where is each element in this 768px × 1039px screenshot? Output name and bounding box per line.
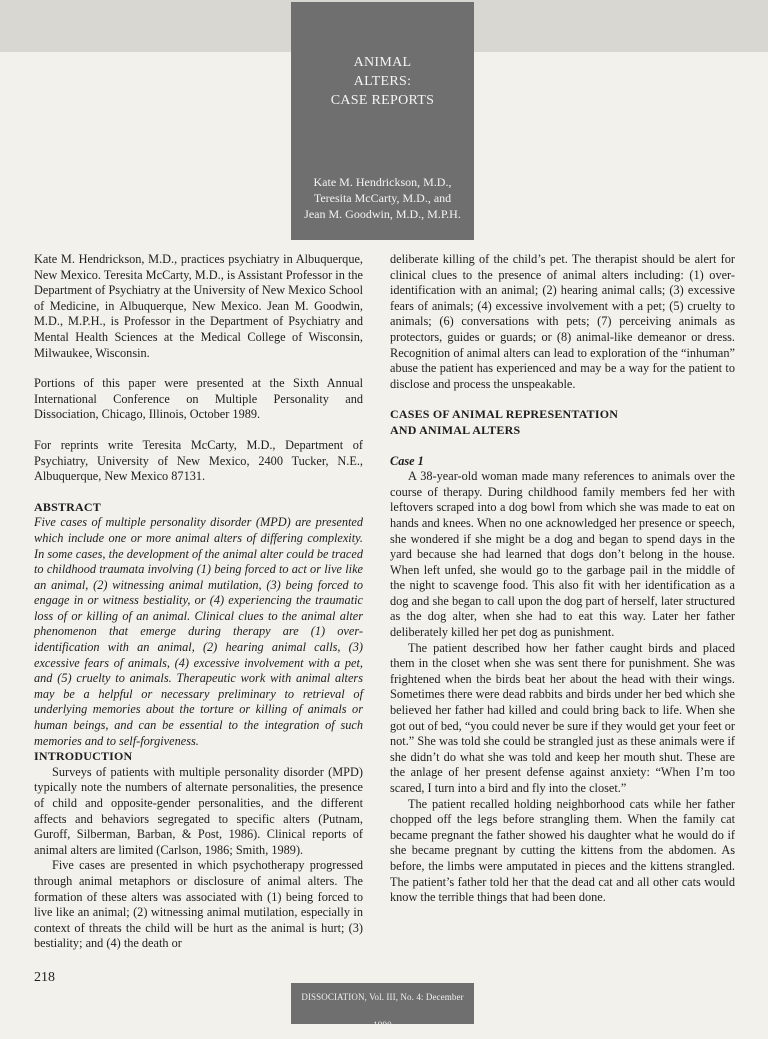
article-title [291,53,474,110]
title-box [291,2,474,240]
presentation-note: Portions of this paper were presented at the Sixth Annual International Conference on Multiple Personality and Dissociation, Chicago, Illinois, October 1989. [34,376,363,422]
abstract-text: Five cases of multiple personality disorder (MPD) are presented which include one or more animal alters of differing complexity. In some cases, the development of the animal alter could be traced to childhood traumata involving (1) being forced to act or live like an animal, (2) witnessing animal mutilation, (3) being forced to engage in or witness bestiality, or (4) experiencing the traumatic loss of or killing of an animal. Clinical clues to the animal alter phenomenon that emerge during therapy are (1) over-identification with an animal, (2) hearing animal calls, (3) excessive fears of animals, (4) excessive involvement with a pet, and (5) cruelty to animals. Therapeutic work with animal alters may be a helpful or necessary preliminary to retrieval of underlying memories about the torture or killing of animals or human beings, and can be essential to the integration of such memories and to self-forgiveness. [34,515,363,748]
cases-heading [390,407,735,438]
introduction-heading: INTRODUCTION [34,749,133,764]
title-line: ALTERS: [353,74,412,89]
case-1-paragraph: The patient described how her father caught birds and placed them in the closet when she was sent there for punishment. She was frightened when the birds beat her about the head with their wings. Sometimes there were dead rabbits and birds under her bed which she believed her father had killed and could bring back to life. When she got out of bed, “you could never be sure if they would get your feet or not.” She was told she could be strangled just as these animals were if she didn’t do what she was told and keep her mouth shut. These are the anlage of her present defense against anxiety: “When I’m too scared, I turn into a bird and fly into the closet.” [390,640,735,795]
author-line: Teresita McCarty, M.D., and [313,191,452,205]
page-number: 218 [34,970,55,985]
cases-heading-line: AND ANIMAL ALTERS [390,422,521,437]
journal-footer: DISSOCIATION, Vol. III, No. 4: December 1990 [291,983,474,1024]
case-1-paragraph: The patient recalled holding neighborhood cats while her father chopped off the legs before strangling them. When the family cat became pregnant the father showed his daughter what he would do if she became pregnant by cutting the kittens from the abdomen. As before, the limbs were amputated in pieces and the kittens strangled. The patient’s father told her that the dead cat and all other cats would know the terrible things that had been done. [390,796,735,905]
case-1-paragraph: A 38-year-old woman made many references to animals over the course of therapy. During childhood family members fed her with leftovers scraped into a dog bowl from which she was made to eat on hands and knees. When no one acknowledged her presence or speech, she wondered if she might be a dog and began to spend days in the yard because she had learned that dogs don’t belong in the house. When left unfed, she would go to the garbage pail in the middle of the night to scavenge food. This also fit with her identification as a dog and she began to call upon the dog part of herself, later structured as the dog alter, when she had to eat this way. Later her father deliberately killed her pet dog as punishment. [390,469,735,640]
author-line: Jean M. Goodwin, M.D., M.P.H. [304,207,461,221]
reprints-note: For reprints write Teresita McCarty, M.D., Department of Psychiatry, University of New Mexico, 2400 Tucker, N.E., Albuquerque, New Mexico 87131. [34,437,363,484]
author-bio: Kate M. Hendrickson, M.D., practices psychiatry in Albuquerque, New Mexico. Teresita McCarty, M.D., is Assistant Professor in the Department of Psychiatry at the University of New Mexico School of Medicine, in Albuquerque, New Mexico. Jean M. Goodwin, M.D., M.P.H., is Professor in the Department of Psychiatry and Mental Health Sciences at the Medical College of Wisconsin, Milwaukee, Wisconsin. [34,252,363,360]
body-paragraph: deliberate killing of the child’s pet. The therapist should be alert for clinical clues to the presence of animal alters including: (1) over-identification with an animal; (2) hearing animal calls; (3) excessive fears of animals; (4) excessive involvement with a pet; (5) cruelty to animals; (6) conversations with pets; (7) perceiving animals as protectors, guides or guards; or (8) animal-like demeanor or dress. Recognition of animal alters can lead to exploration of the “inhuman” abuse the patient has experienced and may be a way for the patient to disclose and process the unspeakable. [390,252,735,391]
title-line: CASE REPORTS [330,93,435,108]
introduction-paragraph: Five cases are presented in which psychotherapy progressed through animal metaphors or disclosure of animal alters. The formation of these alters was associated with (1) being forced to live like an animal; (2) witnessing animal mutilation, especially in context of threats the child will be hurt as the animal is hurt; (3) bestiality; and (4) the death or [34,858,363,951]
left-column [34,252,363,952]
authors [291,174,474,222]
author-line: Kate M. Hendrickson, M.D., [313,175,452,189]
case-1-title: Case 1 [390,453,424,468]
abstract-heading: ABSTRACT [34,499,101,514]
introduction-paragraph: Surveys of patients with multiple personality disorder (MPD) typically note the numbers of alternate personalities, the presence of child and opposite-gender personalities, and the different affects and behaviors segregated to specific alters (Putnam, Guroff, Silberman, Barban, & Post, 1986). Clinical reports of animal alters are limited (Carlson, 1986; Smith, 1989). [34,764,363,857]
right-column [390,252,735,906]
cases-heading-line: CASES OF ANIMAL REPRESENTATION [390,407,619,422]
title-line: ANIMAL [353,55,412,70]
